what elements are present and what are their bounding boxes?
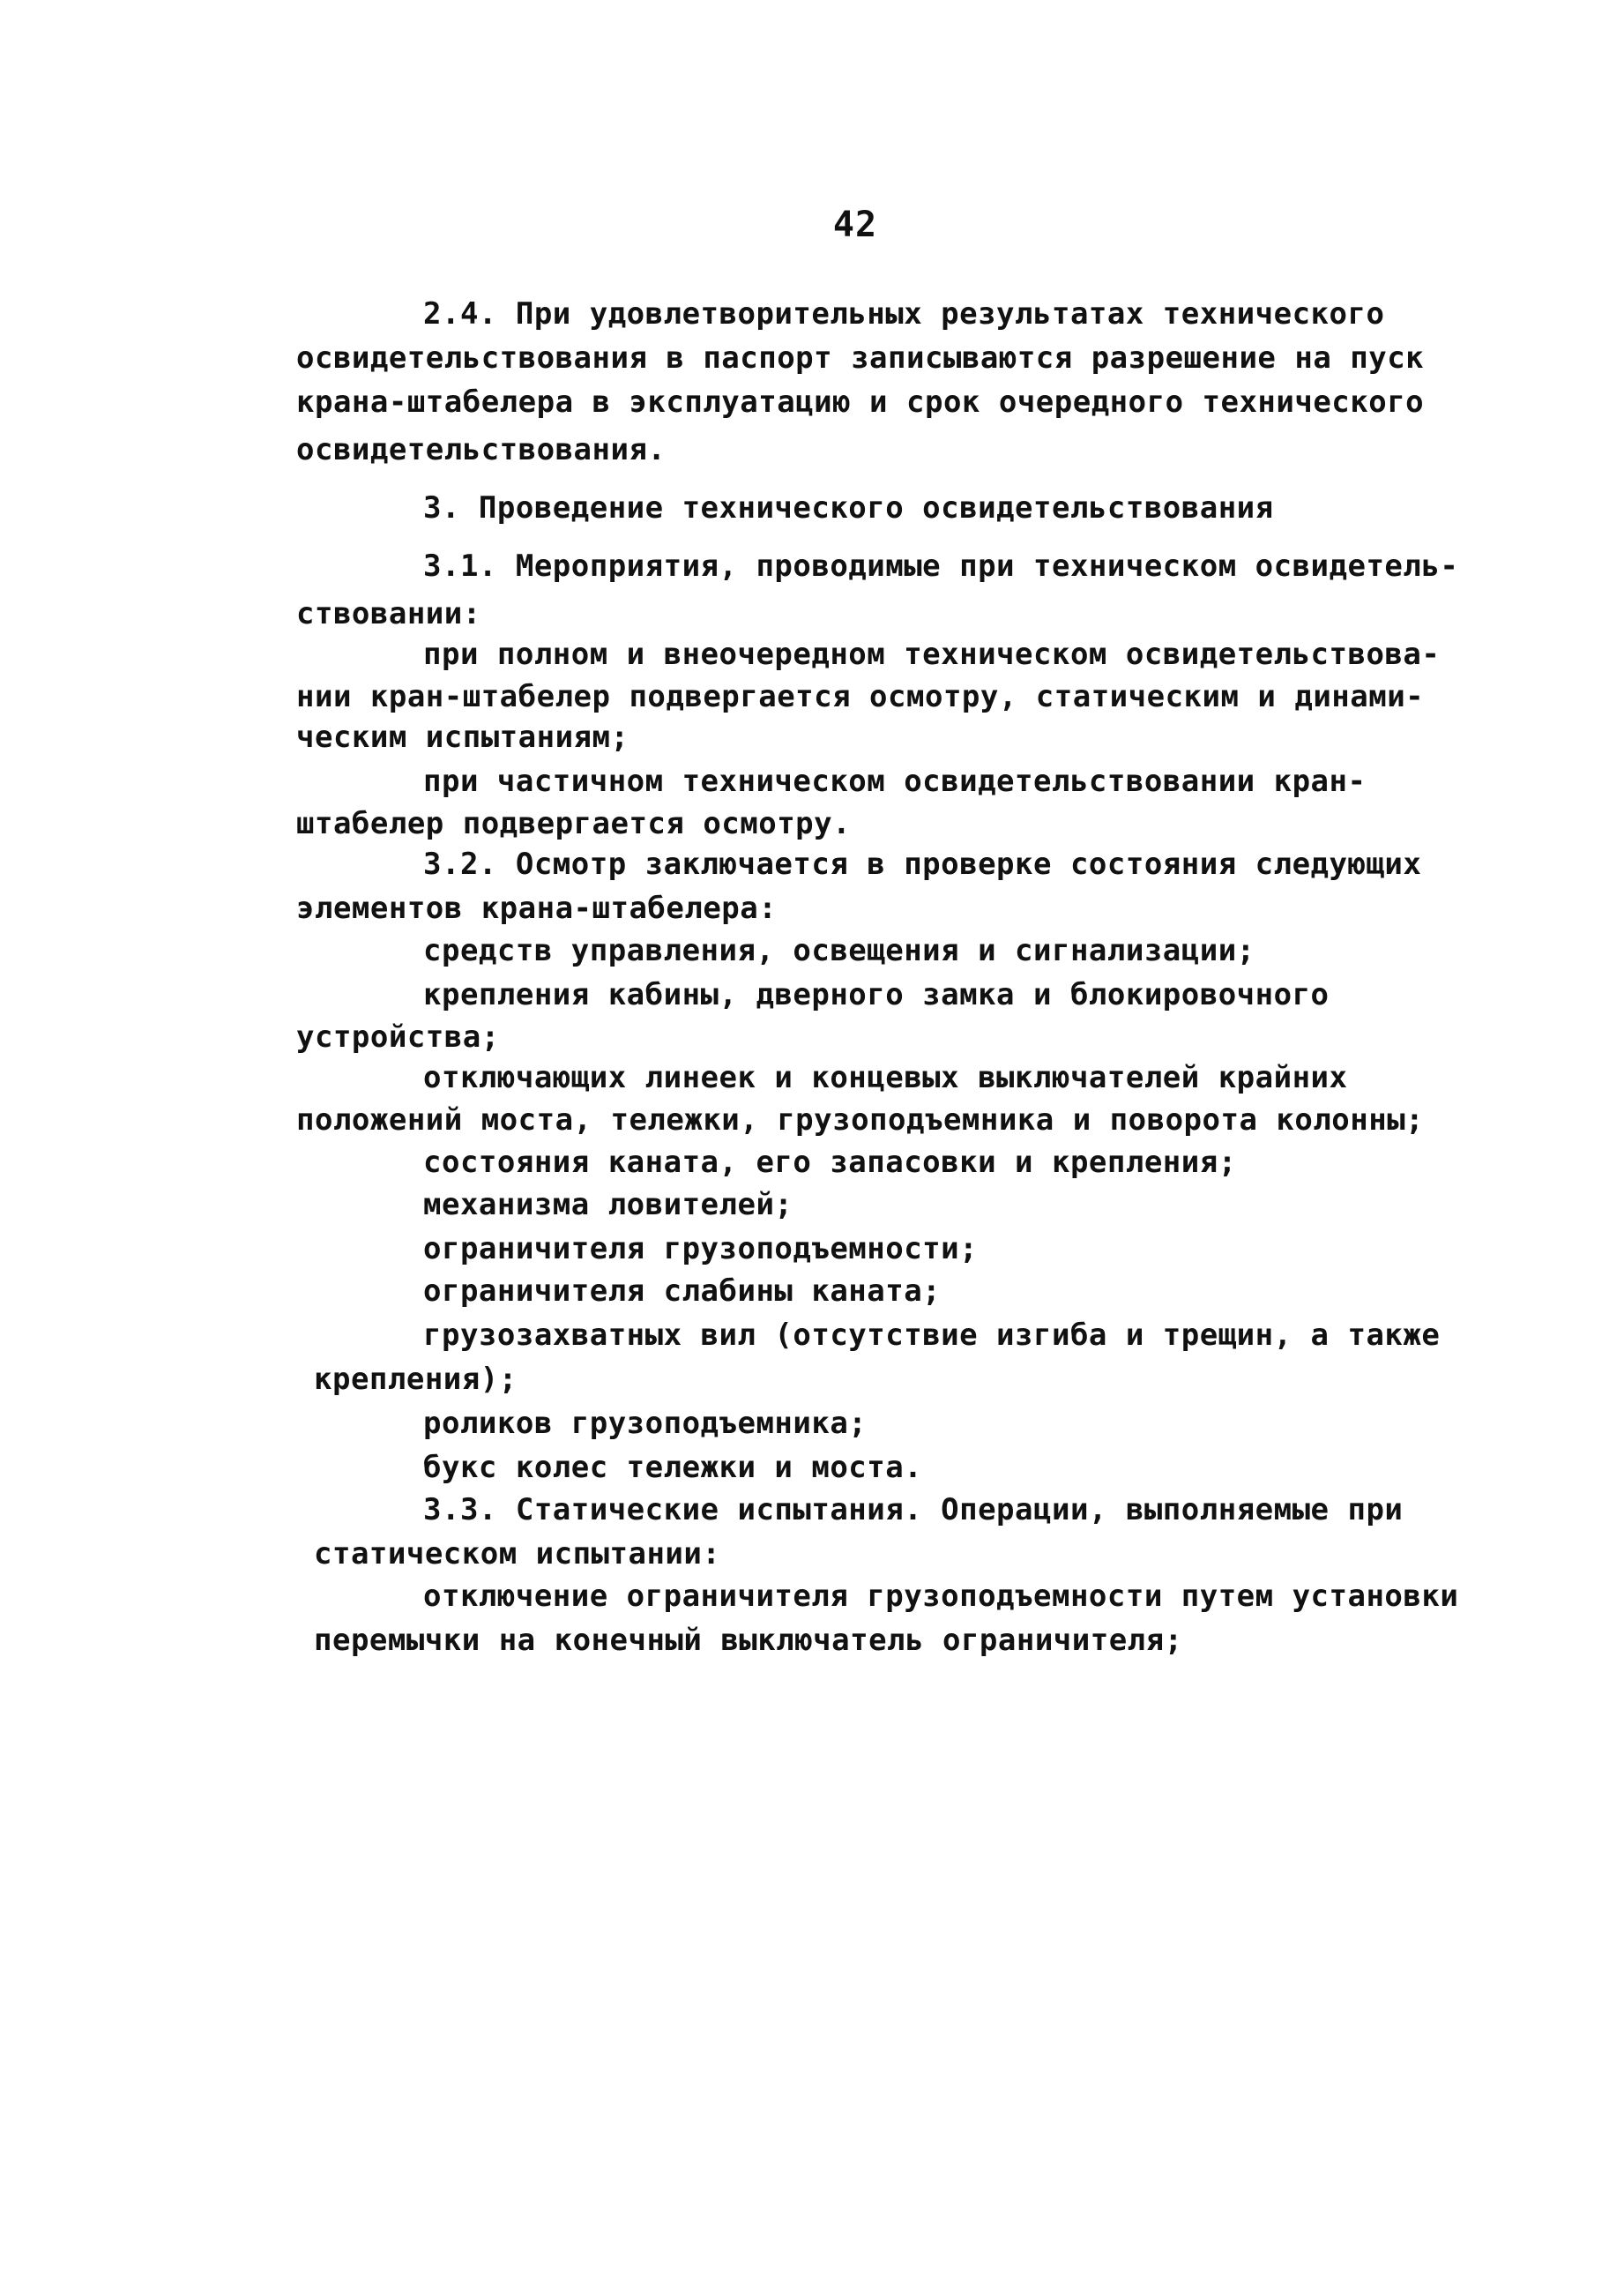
list-item: отключение ограничителя грузоподъемности путем установки [423, 1579, 1459, 1614]
list-item: средств управления, освещения и сигнализации; [423, 933, 1255, 968]
text-line: при полном и внеочередном техническом освидетельствова- [423, 637, 1441, 672]
list-item: ограничителя грузоподъемности; [423, 1231, 979, 1266]
text-line: 3.1. Мероприятия, проводимые при техническом освидетель- [423, 549, 1459, 584]
list-item: состояния каната, его запасовки и крепления; [423, 1145, 1237, 1180]
text-line: 3.3. Статические испытания. Операции, выполняемые при [423, 1492, 1404, 1527]
list-item: механизма ловителей; [423, 1187, 793, 1222]
list-item: букс колес тележки и моста. [423, 1450, 923, 1485]
section-heading: 3. Проведение технического освидетельствования [423, 490, 1274, 526]
text-line: 2.4. При удовлетворительных результатах технического [423, 296, 1385, 332]
list-item-continuation: крепления); [314, 1362, 518, 1397]
list-item-continuation: устройства; [296, 1019, 500, 1055]
list-item-continuation: положений моста, тележки, грузоподъемника и поворота колонны; [296, 1102, 1425, 1138]
text-line: штабелер подвергается осмотру. [296, 806, 852, 841]
list-item: грузозахватных вил (отсутствие изгиба и трещин, а также [423, 1318, 1441, 1353]
text-line: при частичном техническом освидетельствовании кран- [423, 764, 1367, 799]
list-item-continuation: перемычки на конечный выключатель ограничителя; [314, 1623, 1183, 1658]
list-item: отключающих линеек и концевых выключателей крайних [423, 1060, 1348, 1095]
text-line: ствовании: [296, 596, 481, 631]
text-line: ческим испытаниям; [296, 720, 629, 755]
text-line: освидетельствования. [296, 432, 667, 467]
text-line: 3.2. Осмотр заключается в проверке состояния следующих [423, 847, 1422, 882]
text-line: крана-штабелера в эксплуатацию и срок очередного технического [296, 384, 1425, 420]
text-line: элементов крана-штабелера: [296, 891, 778, 926]
page-number: 42 [832, 205, 878, 245]
list-item: ограничителя слабины каната; [423, 1273, 942, 1309]
list-item: роликов грузоподъемника; [423, 1406, 868, 1441]
text-line: статическом испытании: [314, 1536, 721, 1572]
text-line: освидетельствования в паспорт записываются разрешение на пуск [296, 340, 1425, 376]
list-item: крепления кабины, дверного замка и блокировочного [423, 977, 1330, 1012]
text-line: нии кран-штабелер подвергается осмотру, статическим и динами- [296, 679, 1425, 714]
